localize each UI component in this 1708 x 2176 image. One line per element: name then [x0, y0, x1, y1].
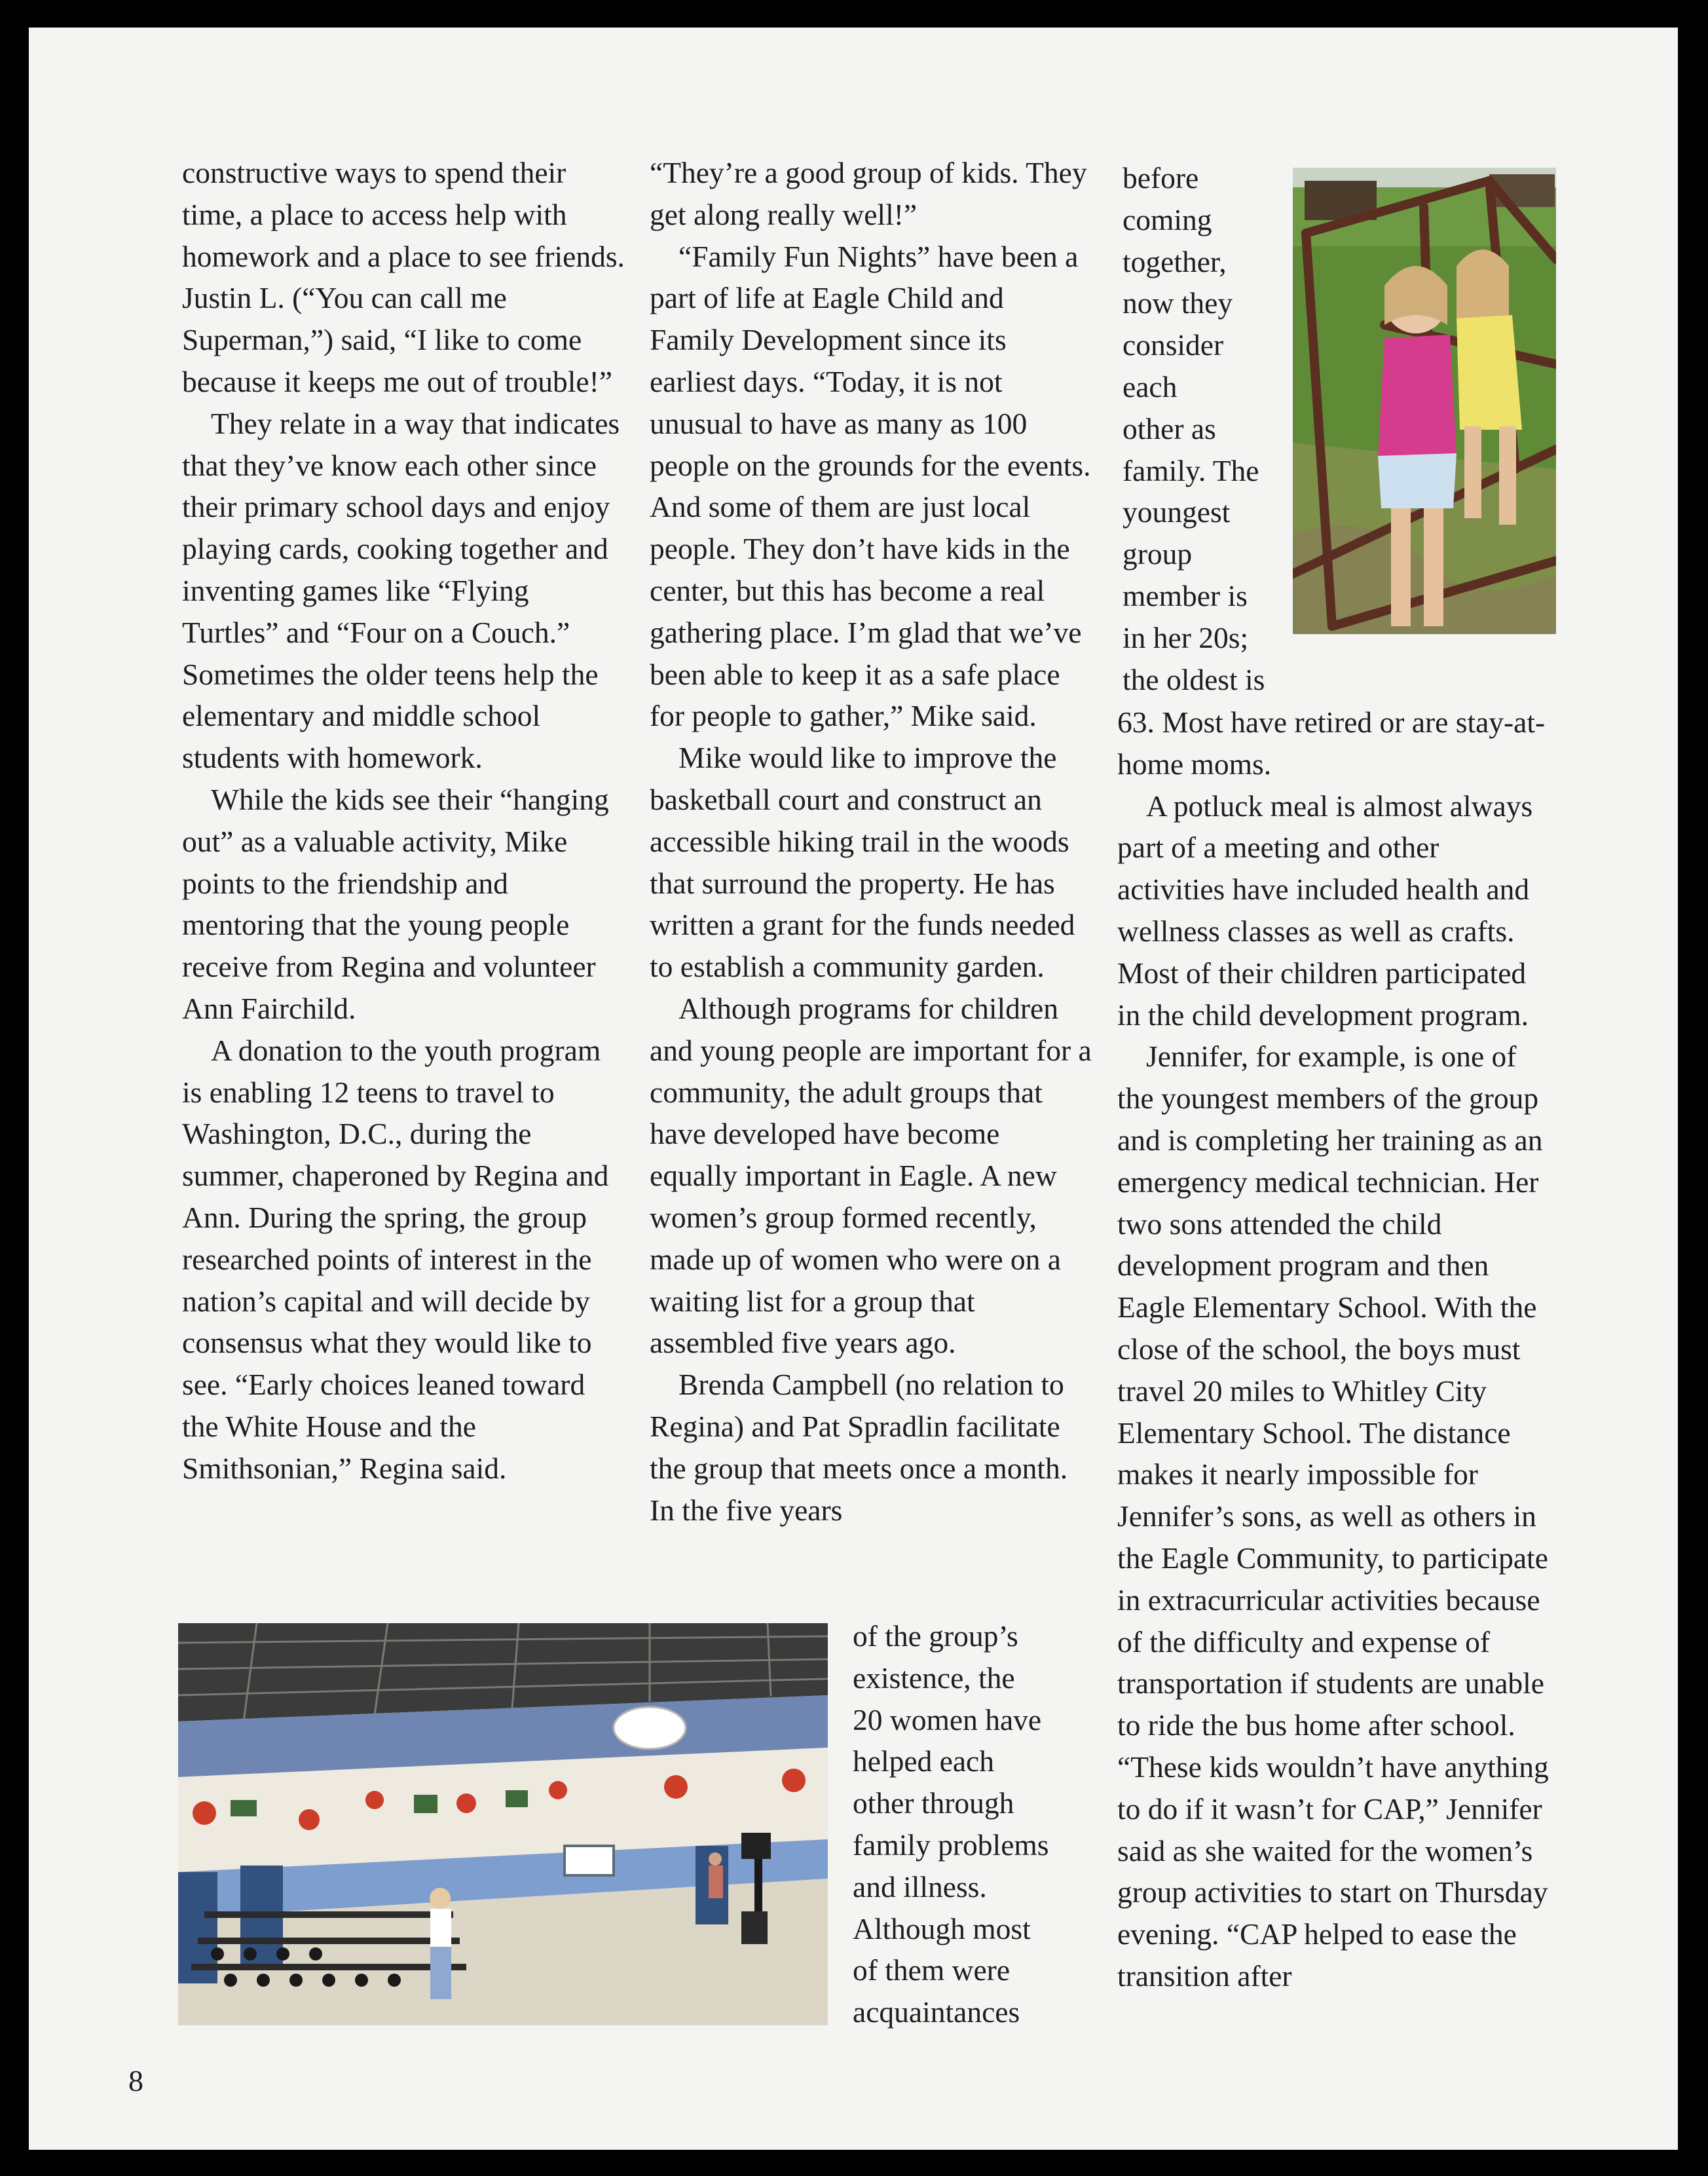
paragraph: A potluck meal is almost always part of a meeting and other activities have included health and wellness classes as well as crafts. Most of their children participated in the child development program.: [1117, 789, 1533, 1032]
text-line: of them were: [853, 1953, 1011, 1987]
column-3-wrap: [1123, 157, 1286, 700]
paragraph: Brenda Campbell (no relation to Regina) and Pat Spradlin facilitate the group that meets once a month. In the five years: [650, 1368, 1068, 1527]
paragraph: “They’re a good group of kids. They get along really well!”: [650, 156, 1087, 231]
paragraph: Jennifer, for example, is one of the youngest members of the group and is completing her training as an emergency medical technician. Her two sons attended the child development program and then Eagle Elementary School. With the close of the school, the boys must travel 20 miles to Whitley City Elementary School. The distance makes it nearly impossible for Jennifer’s sons, as well as others in the Eagle Community, to participate in extracurricular activities because of the difficulty and expense of transportation if students are unable to ride the bus home after school. “These kids wouldn’t have anything to do if it wasn’t for CAP,” Jennifer said as she waited for the women’s group activities to start on Thursday evening. “CAP helped to ease the transition after: [1117, 1040, 1549, 1993]
text-line: member is: [1123, 578, 1248, 612]
page-number: 8: [128, 2064, 143, 2097]
text-line: before: [1123, 161, 1199, 195]
text-line: youngest: [1123, 495, 1231, 529]
paragraph: 63. Most have retired or are stay-at-home moms.: [1117, 705, 1546, 781]
text-line: helped each: [853, 1744, 994, 1778]
paragraph: “Family Fun Nights” have been a part of life at Eagle Child and Family Development since its earliest days. “Today, it is not unusual to have as many as 100 people on the grounds for the events. And some of them are just local people. They don’t have kids in the center, but this has become a real gathering place. I’m glad that we’ve been able to keep it as a safe place for people to gather,” Mike said.: [650, 239, 1091, 733]
text-line: 20 women have: [853, 1702, 1042, 1736]
column-2: [650, 152, 1092, 1531]
text-line: family. The: [1123, 453, 1259, 487]
text-line: acquaintances: [853, 1995, 1020, 2029]
text-line: other as: [1123, 411, 1216, 445]
text-line: Although most: [853, 1911, 1031, 1945]
paragraph: While the kids see their “hanging out” as a valuable activity, Mike points to the friendship and mentoring that the young people receive from Regina and volunteer Ann Fairchild.: [182, 782, 609, 1025]
column-1: [182, 152, 625, 1490]
community-center-gymnasium-photo: [178, 1623, 828, 2025]
paragraph: constructive ways to spend their time, a place to access help with homework and a place to see friends. Justin L. (“You can call me Superman,”) said, “I like to come because it keeps me out of trouble!”: [182, 156, 625, 398]
text-line: of the group’s: [853, 1619, 1018, 1653]
text-line: family problems: [853, 1828, 1049, 1862]
text-line: the oldest is: [1123, 662, 1265, 696]
paragraph: Although programs for children and young people are important for a community, the adult groups that have developed have become equally important in Eagle. A new women’s group formed recently, made up of women who were on a waiting list for a group that assembled five years ago.: [650, 991, 1092, 1360]
text-line: and illness.: [853, 1869, 987, 1904]
children-on-climbing-dome-photo: [1293, 168, 1556, 634]
text-line: coming: [1123, 202, 1212, 236]
paragraph: A donation to the youth program is enabling 12 teens to travel to Washington, D.C., during the summer, chaperoned by Regina and Ann. During the spring, the group researched points of interest in the nation’s capital and will decide by consensus what they would like to see. “Early choices leaned toward the White House and the Smithsonian,” Regina said.: [182, 1033, 609, 1485]
column-3: [1117, 702, 1552, 1997]
text-line: now they: [1123, 286, 1233, 320]
column-2-wrap: [853, 1615, 1102, 2033]
paragraph: They relate in a way that indicates that they’ve know each other since their primary school days and enjoy playing cards, cooking together and inventing games like “Flying Turtles” and “Four on a Couch.” Sometimes the older teens help the elementary and middle school students with homework.: [182, 406, 620, 775]
text-line: together,: [1123, 244, 1227, 278]
text-line: other through: [853, 1786, 1014, 1820]
text-line: in her 20s;: [1123, 620, 1249, 654]
text-line: existence, the: [853, 1660, 1015, 1695]
paragraph: Mike would like to improve the basketball court and construct an accessible hiking trail in the woods that surround the property. He has written a grant for the funds needed to establish a community garden.: [650, 741, 1075, 984]
text-line: group: [1123, 537, 1193, 571]
text-line: consider: [1123, 328, 1224, 362]
text-line: each: [1123, 369, 1178, 403]
